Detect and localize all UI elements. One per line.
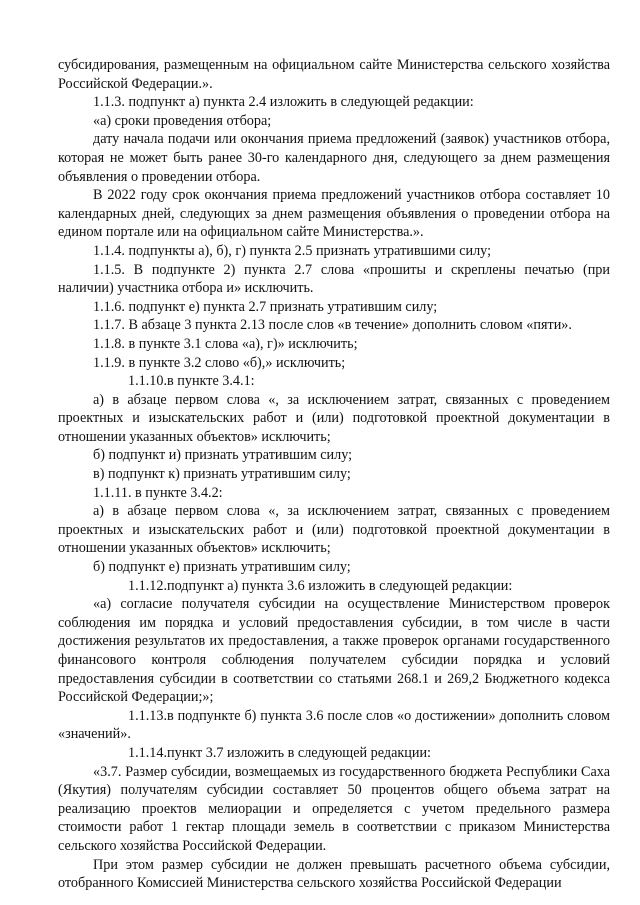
paragraph: «3.7. Размер субсидии, возмещаемых из государственного бюджета Республики Саха (Якутия) получателям субсидии составляет 50 процентов общего объема затрат на реализацию проектов мелиорации и определяется с учетом предельного размера стоимости работ 1 гектар площади земель в соответствии с приказом Министерства сельского хозяйства Российской Федерации. <box>58 763 610 854</box>
paragraph: 1.1.3. подпункт а) пункта 2.4 изложить в следующей редакции: <box>93 94 474 111</box>
paragraph: 1.1.11. в пункте 3.4.2: <box>93 484 223 501</box>
paragraph: «а) сроки проведения отбора; <box>93 112 272 129</box>
clause-text: подпункт а) пункта 3.6 изложить в следующей редакции: <box>167 577 513 594</box>
paragraph: 1.1.5. В подпункте 2) пункта 2.7 слова «прошиты и скреплены печатью (при наличии) участника отбора и» исключить. <box>58 261 610 297</box>
paragraph: При этом размер субсидии не должен превышать расчетного объема субсидии, отобранного Комиссией Министерства сельского хозяйства Российской Федерации <box>58 856 610 892</box>
paragraph: а) в абзаце первом слова «, за исключением затрат, связанных с проведением проектных и изыскательских работ и (или) подготовкой проектной документации в отношении указанных объектов» исключить; <box>58 391 610 445</box>
paragraph: 1.1.6. подпункт е) пункта 2.7 признать утратившим силу; <box>93 298 438 315</box>
clause-number: 1.1.12. <box>128 577 168 594</box>
paragraph: дату начала подачи или окончания приема предложений (заявок) участников отбора, которая не может быть ранее 30-го календарного дня, следующего за днем размещения объявления о проведении отбора. <box>58 131 610 185</box>
clause-number: 1.1.13. <box>128 707 168 724</box>
paragraph: 1.1.4. подпункты а), б), г) пункта 2.5 признать утратившими силу; <box>93 242 492 259</box>
clause-number: 1.1.10. <box>128 373 168 390</box>
clause-text: пункт 3.7 изложить в следующей редакции: <box>167 744 431 761</box>
paragraph: «а) согласие получателя субсидии на осуществление Министерством проверок соблюдения им порядка и условий предоставления субсидии, в том числе в части достижения результатов их предоставления, а также проверок органами государственного финансового контроля соблюдения получателем субсидии порядка и условий предоставления субсидии в соответствии со статьями 268.1 и 269,2 Бюджетного кодекса Российской Федерации;»; <box>58 596 610 706</box>
paragraph: В 2022 году срок окончания приема предложений участников отбора составляет 10 календарных дней, следующих за днем размещения объявления о проведении отбора на едином портале или на официальном сайте Министерства.». <box>58 187 610 241</box>
paragraph <box>58 372 610 391</box>
clause-number: 1.1.14. <box>128 744 168 761</box>
paragraph: 1.1.8. в пункте 3.1 слова «а), г)» исключить; <box>93 335 358 352</box>
paragraph: б) подпункт и) признать утратившим силу; <box>93 447 353 464</box>
paragraph <box>58 744 610 763</box>
paragraph: субсидирования, размещенным на официальном сайте Министерства сельского хозяйства Российской Федерации.». <box>58 57 610 92</box>
paragraph: 1.1.7. В абзаце 3 пункта 2.13 после слов «в течение» дополнить словом «пяти». <box>93 317 572 334</box>
paragraph <box>58 707 610 744</box>
paragraph: а) в абзаце первом слова «, за исключением затрат, связанных с проведением проектных и изыскательских работ и (или) подготовкой проектной документации в отношении указанных объектов» исключить; <box>58 503 610 557</box>
paragraph: 1.1.9. в пункте 3.2 слово «б),» исключить; <box>93 354 346 371</box>
paragraph <box>58 577 610 596</box>
clause-text: в подпункте б) пункта 3.6 после слов «о достижении» дополнить словом «значений». <box>58 707 610 743</box>
clause-text: в пункте 3.4.1: <box>167 373 255 390</box>
paragraph: в) подпункт к) признать утратившим силу; <box>93 466 351 483</box>
paragraph: б) подпункт е) признать утратившим силу; <box>93 559 351 576</box>
